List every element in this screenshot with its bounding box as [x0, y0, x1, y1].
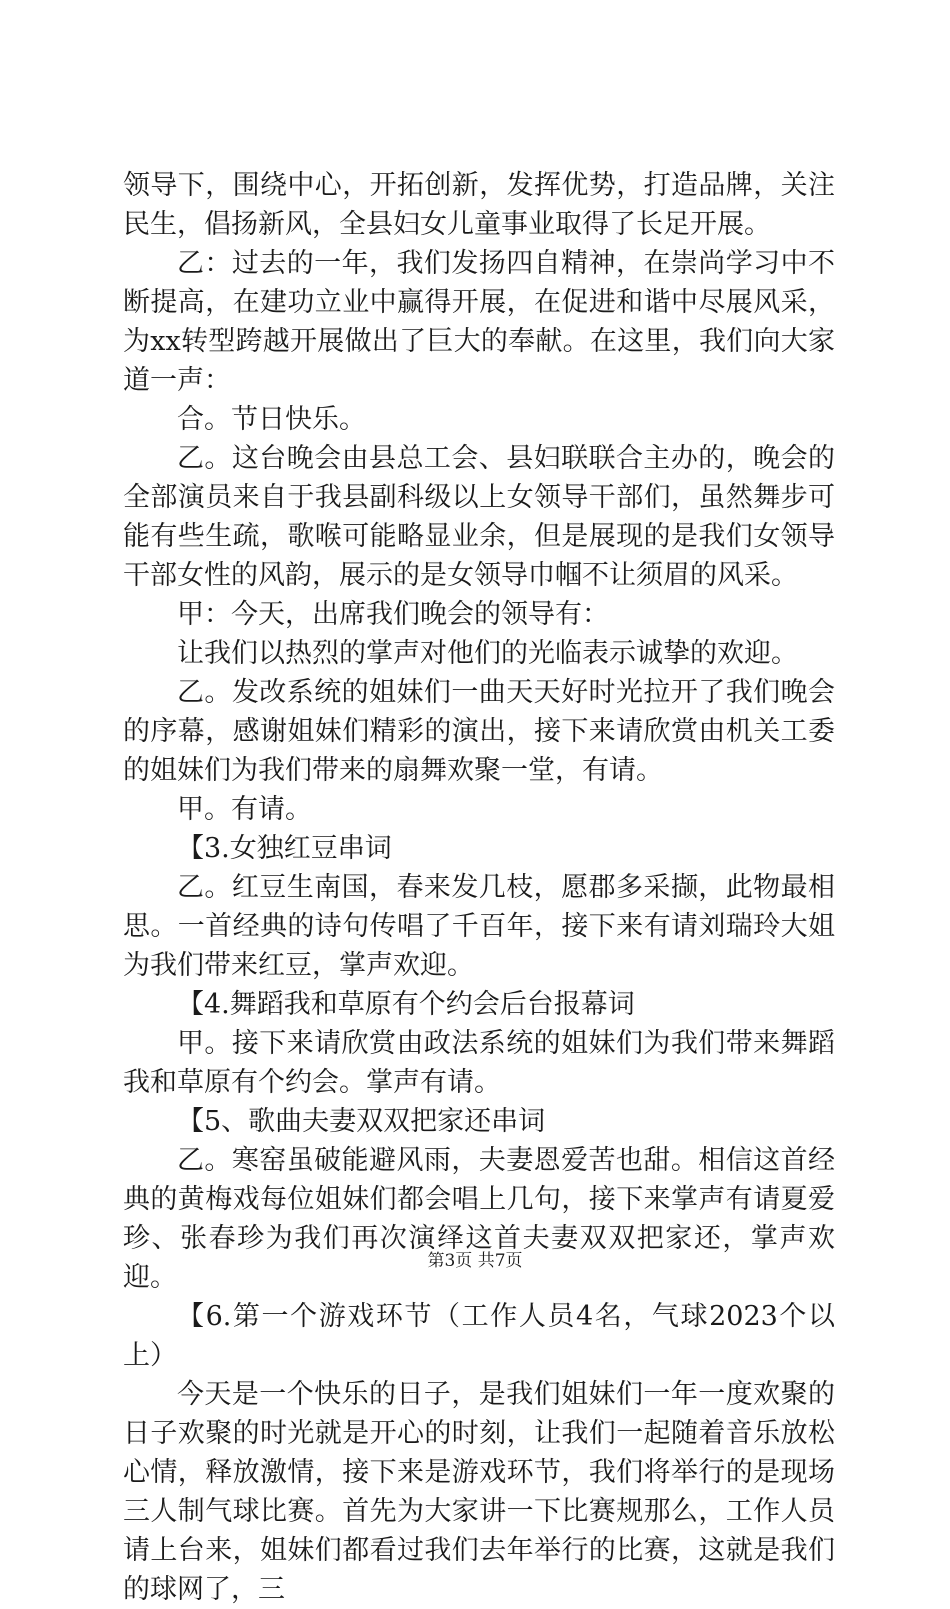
document-body: [123, 166, 835, 1609]
page-footer: 第3页 共7页: [427, 1251, 523, 1271]
paragraph: 甲：今天，出席我们晚会的领导有：: [177, 599, 609, 630]
paragraph: 领导下，围绕中心，开拓创新，发挥优势，打造品牌，关注民生，倡扬新风，全县妇女儿童事业取得了长足开展。: [123, 170, 835, 240]
paragraph: 【6.第一个游戏环节（工作人员4名，气球2023个以上）: [123, 1301, 835, 1371]
paragraph: 甲。有请。: [177, 794, 312, 825]
paragraph: 乙。这台晚会由县总工会、县妇联联合主办的，晚会的全部演员来自于我县副科级以上女领导干部们，虽然舞步可能有些生疏，歌喉可能略显业余，但是展现的是我们女领导干部女性的风韵，展示的是女领导巾帼不让须眉的风采。: [123, 443, 835, 591]
paragraph: 乙。红豆生南国，春来发几枝，愿郡多采撷，此物最相思。一首经典的诗句传唱了千百年，接下来有请刘瑞玲大姐为我们带来红豆，掌声欢迎。: [123, 872, 835, 981]
paragraph: 今天是一个快乐的日子，是我们姐妹们一年一度欢聚的日子欢聚的时光就是开心的时刻，让我们一起随着音乐放松心情，释放激情，接下来是游戏环节，我们将举行的是现场三人制气球比赛。首先为大家讲一下比赛规那么，工作人员请上台来，姐妹们都看过我们去年举行的比赛，这就是我们的球网了，三: [123, 1379, 835, 1605]
paragraph: 【4.舞蹈我和草原有个约会后台报幕词: [177, 989, 635, 1020]
paragraph: 【5、歌曲夫妻双双把家还串词: [177, 1106, 546, 1137]
paragraph: 【3.女独红豆串词: [177, 833, 392, 864]
paragraph: 乙：过去的一年，我们发扬四自精神，在崇尚学习中不断提高，在建功立业中赢得开展，在促进和谐中尽展风采，为xx转型跨越开展做出了巨大的奉献。在这里，我们向大家道一声：: [123, 248, 835, 396]
paragraph: 合。节日快乐。: [177, 404, 366, 435]
paragraph: 乙。寒窑虽破能避风雨，夫妻恩爱苦也甜。相信这首经典的黄梅戏每位姐妹们都会唱上几句，接下来掌声有请夏爱珍、张春珍为我们再次演绎这首夫妻双双把家还，掌声欢迎。: [123, 1145, 835, 1293]
paragraph: 甲。接下来请欣赏由政法系统的姐妹们为我们带来舞蹈我和草原有个约会。掌声有请。: [123, 1028, 835, 1098]
paragraph: 乙。发改系统的姐妹们一曲天天好时光拉开了我们晚会的序幕，感谢姐妹们精彩的演出，接下来请欣赏由机关工委的姐妹们为我们带来的扇舞欢聚一堂，有请。: [123, 677, 835, 786]
paragraph: 让我们以热烈的掌声对他们的光临表示诚挚的欢迎。: [177, 638, 798, 669]
